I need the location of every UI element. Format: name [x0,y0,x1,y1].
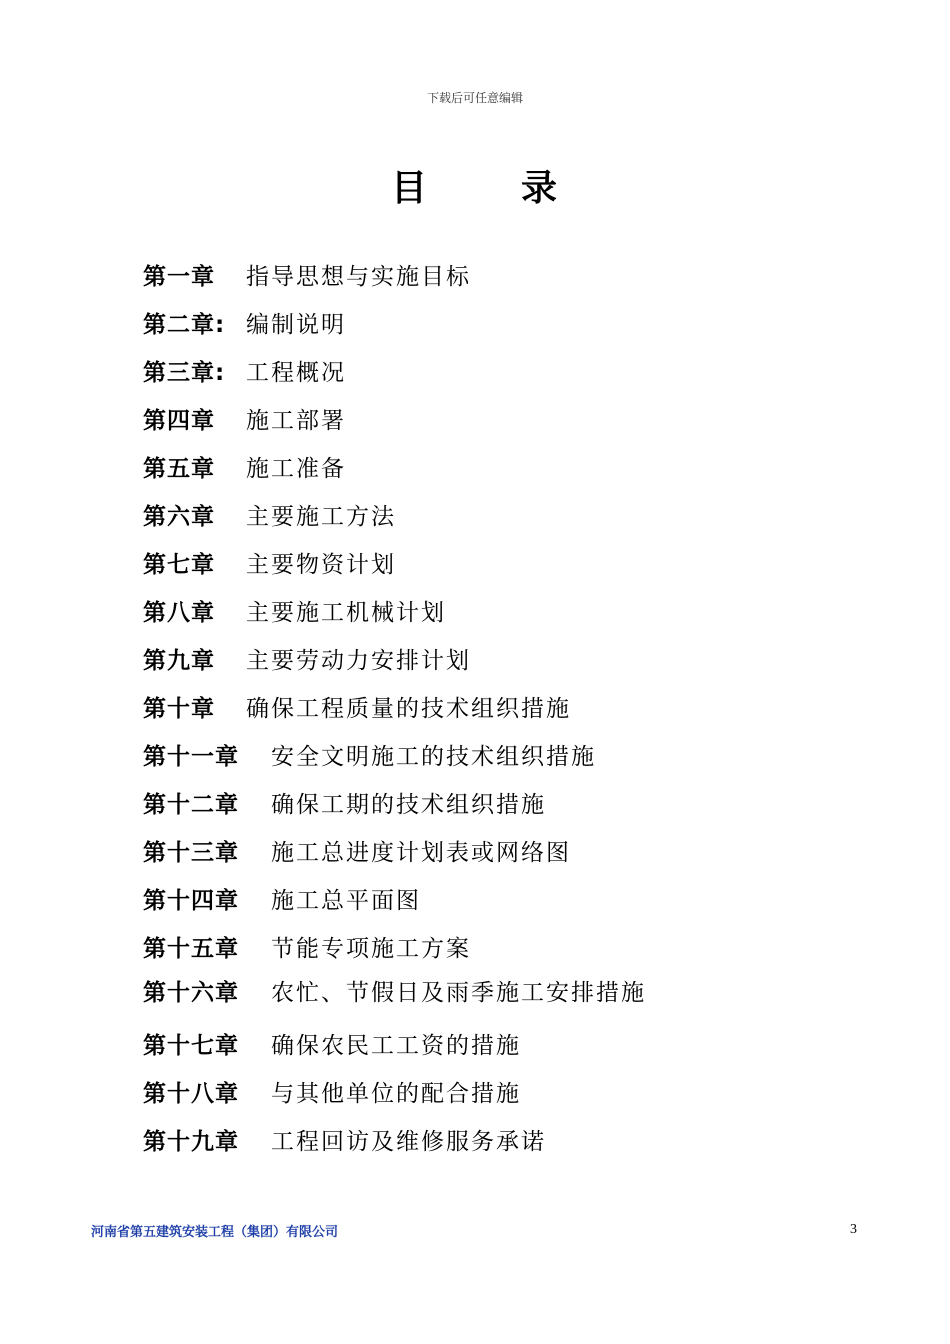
toc-item[interactable] [143,934,471,964]
toc-title: 农忙、节假日及雨季施工安排措施 [271,980,646,1006]
toc-title: 节能专项施工方案 [271,936,471,962]
document-title [0,160,950,211]
toc-chapter-label: 第十四章 [143,888,239,914]
toc-item[interactable] [143,838,571,868]
toc-item[interactable] [143,406,346,436]
toc-chapter-label: 第十五章 [143,936,239,962]
toc-chapter-label: 第九章 [143,648,215,674]
toc-chapter-label: 第一章 [143,264,215,290]
toc-title: 编制说明 [246,312,346,338]
toc-item[interactable] [143,1079,521,1109]
toc-item[interactable] [143,694,571,724]
toc-item[interactable] [143,550,396,580]
page-header-note: 下载后可任意编辑 [426,91,523,105]
toc-item[interactable] [143,790,546,820]
toc-chapter-label: 第六章 [143,504,215,530]
toc-chapter-label: 第八章 [143,600,215,626]
toc-chapter-label: 第十三章 [143,840,239,866]
toc-item[interactable] [143,598,446,628]
toc-chapter-label: 第七章 [143,552,215,578]
toc-title: 施工总平面图 [271,888,421,914]
toc-chapter-label: 第十章 [143,696,215,722]
toc-item[interactable] [143,1031,521,1061]
toc-chapter-label: 第十六章 [143,980,239,1006]
toc-item[interactable] [143,1127,546,1157]
toc-item[interactable] [143,262,471,292]
toc-title: 与其他单位的配合措施 [271,1081,521,1107]
toc-item[interactable] [143,742,596,772]
toc-title: 工程概况 [246,360,346,386]
toc-chapter-label: 第十一章 [143,744,239,770]
toc-chapter-label: 第十九章 [143,1129,239,1155]
toc-chapter-label: 第二章: [143,312,226,338]
toc-title: 主要施工机械计划 [246,600,446,626]
footer-company-name: 河南省第五建筑安装工程（集团）有限公司 [91,1225,339,1240]
toc-chapter-label: 第五章 [143,456,215,482]
toc-title: 确保农民工工资的措施 [271,1033,521,1059]
toc-title: 指导思想与实施目标 [246,264,471,290]
toc-item[interactable] [143,454,346,484]
toc-chapter-label: 第十八章 [143,1081,239,1107]
toc-title: 主要劳动力安排计划 [246,648,471,674]
toc-chapter-label: 第四章 [143,408,215,434]
toc-item[interactable] [143,978,646,1008]
toc-chapter-label: 第十七章 [143,1033,239,1059]
toc-title: 主要施工方法 [246,504,396,530]
page-number: 3 [850,1222,857,1237]
toc-title: 施工部署 [246,408,346,434]
toc-item[interactable] [143,886,421,916]
toc-title: 确保工期的技术组织措施 [271,792,546,818]
toc-item[interactable] [143,646,471,676]
toc-item[interactable] [143,502,396,532]
toc-title: 安全文明施工的技术组织措施 [271,744,596,770]
toc-title: 确保工程质量的技术组织措施 [246,696,571,722]
toc-chapter-label: 第三章: [143,360,226,386]
title-char-2: 录 [521,168,560,209]
toc-item[interactable] [143,310,346,340]
toc-item[interactable] [143,358,346,388]
title-char-1: 目 [390,168,429,209]
toc-title: 施工准备 [246,456,346,482]
toc-title: 工程回访及维修服务承诺 [271,1129,546,1155]
toc-title: 施工总进度计划表或网络图 [271,840,571,866]
toc-title: 主要物资计划 [246,552,396,578]
toc-chapter-label: 第十二章 [143,792,239,818]
